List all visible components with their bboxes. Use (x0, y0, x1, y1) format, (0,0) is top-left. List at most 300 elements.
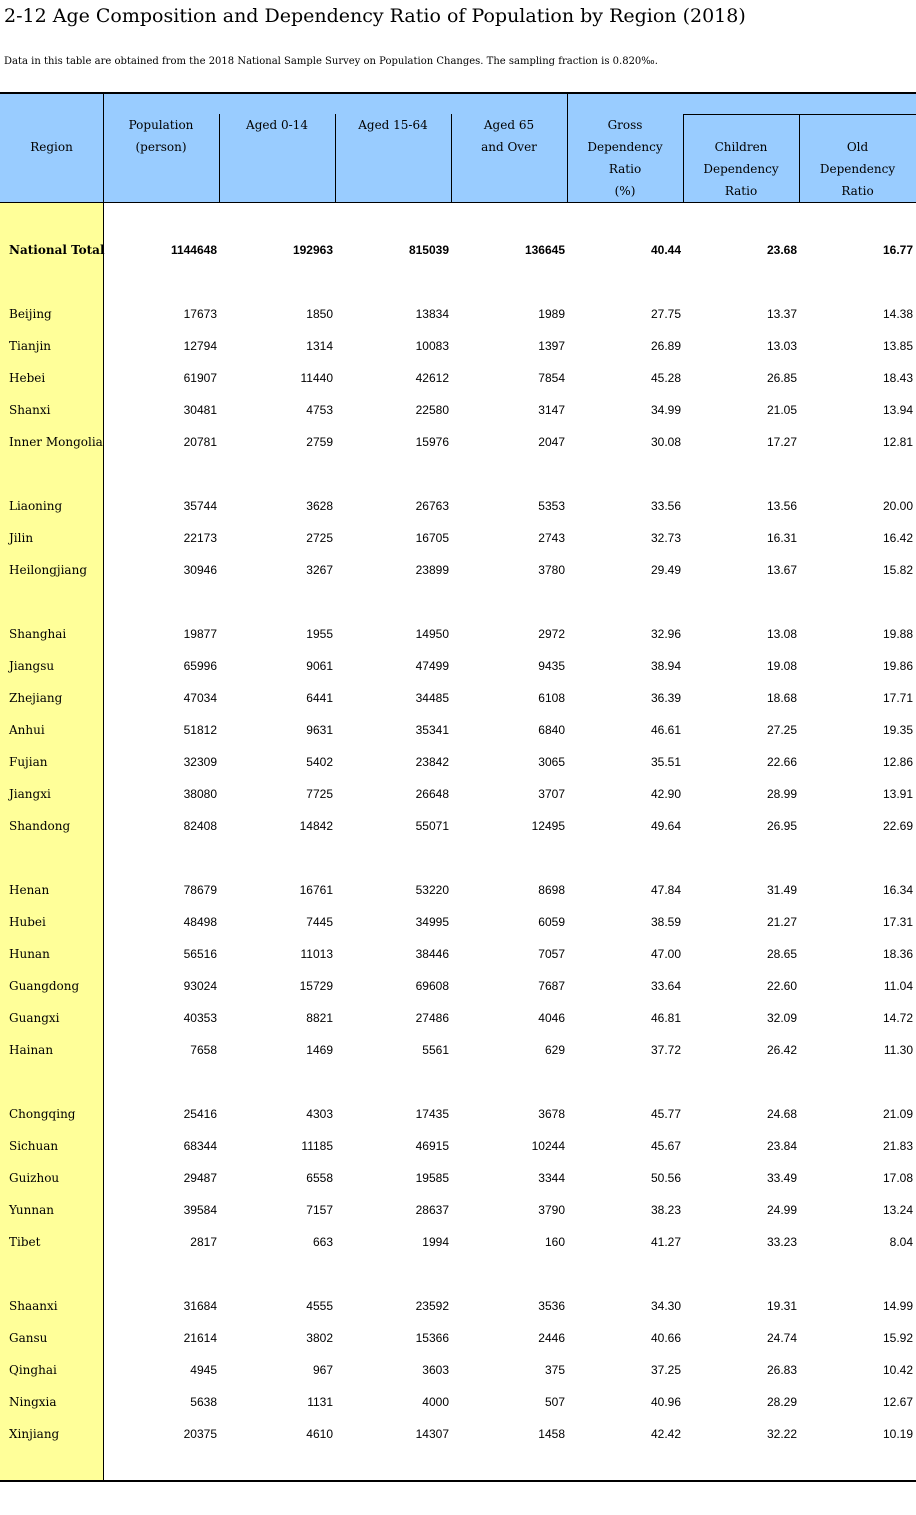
header-region-text: Region (30, 140, 73, 154)
region-name: Yunnan (9, 1203, 54, 1217)
region-name: Shandong (9, 819, 71, 833)
region-column-background (0, 202, 103, 1482)
cell-value: 19.86 (882, 659, 913, 673)
cell-value: 2047 (538, 435, 565, 449)
cell-value: 15976 (415, 435, 449, 449)
cell-value: 17435 (415, 1107, 449, 1121)
region-name: Shaanxi (9, 1299, 58, 1313)
cell-value: 4610 (306, 1427, 333, 1441)
header-children-dependency (683, 136, 799, 202)
header-population-line: Population (128, 118, 194, 132)
region-name: Qinghai (9, 1363, 57, 1377)
cell-value: 18.68 (766, 691, 797, 705)
region-name: Guangdong (9, 979, 80, 993)
cell-value: 15.82 (882, 563, 913, 577)
cell-value: 12.67 (882, 1395, 913, 1409)
cell-value: 21.05 (766, 403, 797, 417)
cell-value: 14307 (415, 1427, 449, 1441)
source-note: Data in this table are obtained from the 2018 National Sample Survey on Population Changes. The sampling fraction is 0.820‰. (4, 56, 658, 67)
cell-value: 6108 (538, 691, 565, 705)
cell-value: 16.34 (882, 883, 913, 897)
cell-value: 5402 (306, 755, 333, 769)
cell-value: 7057 (538, 947, 565, 961)
cell-value: 46.61 (650, 723, 681, 737)
cell-value: 9631 (306, 723, 333, 737)
cell-value: 31684 (183, 1299, 217, 1313)
cell-value: 3603 (422, 1363, 449, 1377)
cell-value: 2446 (538, 1331, 565, 1345)
table-row (0, 431, 916, 453)
header-aged-15-64-text: Aged 15-64 (358, 118, 428, 132)
cell-value: 12.86 (882, 755, 913, 769)
header-children-line: Children (714, 140, 768, 154)
cell-value: 27.25 (766, 723, 797, 737)
cell-value: 10.42 (882, 1363, 913, 1377)
cell-value: 6840 (538, 723, 565, 737)
cell-value: 13.67 (766, 563, 797, 577)
cell-value: 7854 (538, 371, 565, 385)
cell-value: 20.00 (882, 499, 913, 513)
cell-value: 5353 (538, 499, 565, 513)
cell-value: 34.30 (650, 1299, 681, 1313)
cell-value: 7658 (190, 1043, 217, 1057)
cell-value: 26.85 (766, 371, 797, 385)
cell-value: 11013 (300, 947, 333, 961)
cell-value: 22.66 (766, 755, 797, 769)
header-aged-0-14 (219, 114, 335, 136)
cell-value: 3707 (538, 787, 565, 801)
region-name: Jilin (9, 531, 34, 545)
cell-value: 50.56 (650, 1171, 681, 1185)
cell-value: 30.08 (650, 435, 681, 449)
cell-value: 49.64 (650, 819, 681, 833)
cell-value: 32.73 (650, 531, 681, 545)
cell-value: 40353 (183, 1011, 217, 1025)
region-name: Heilongjiang (9, 563, 87, 577)
table-row (0, 1327, 916, 1349)
cell-value: 15366 (415, 1331, 449, 1345)
table-row (0, 1359, 916, 1381)
table-row (0, 1423, 916, 1445)
cell-value: 3147 (538, 403, 565, 417)
population-table (0, 92, 916, 1482)
cell-value: 1397 (538, 339, 565, 353)
table-row (0, 687, 916, 709)
cell-value: 42612 (415, 371, 449, 385)
cell-value: 17.71 (882, 691, 913, 705)
header-population (103, 114, 219, 158)
cell-value: 12.81 (882, 435, 913, 449)
cell-value: 24.99 (766, 1203, 797, 1217)
cell-value: 1144648 (170, 243, 217, 257)
cell-value: 2759 (306, 435, 333, 449)
cell-value: 1850 (306, 307, 333, 321)
cell-value: 3790 (538, 1203, 565, 1217)
table-row (0, 239, 916, 261)
cell-value: 21.83 (882, 1139, 913, 1153)
cell-value: 28637 (415, 1203, 449, 1217)
cell-value: 14842 (299, 819, 333, 833)
table-row (0, 1199, 916, 1221)
cell-value: 65996 (183, 659, 217, 673)
cell-value: 25416 (183, 1107, 217, 1121)
header-old-line: Dependency (819, 162, 896, 176)
cell-value: 3267 (306, 563, 333, 577)
header-aged-65-over (451, 114, 567, 158)
cell-value: 30946 (183, 563, 217, 577)
region-name: Sichuan (9, 1139, 59, 1153)
cell-value: 23.84 (766, 1139, 797, 1153)
cell-value: 15729 (299, 979, 333, 993)
cell-value: 46.81 (650, 1011, 681, 1025)
region-name: Shanxi (9, 403, 51, 417)
table-row (0, 943, 916, 965)
cell-value: 27.75 (650, 307, 681, 321)
cell-value: 55071 (415, 819, 449, 833)
cell-value: 34485 (415, 691, 449, 705)
region-name: Hunan (9, 947, 50, 961)
cell-value: 19.31 (766, 1299, 797, 1313)
cell-value: 6059 (538, 915, 565, 929)
table-row (0, 527, 916, 549)
region-name: Jiangsu (9, 659, 55, 673)
cell-value: 11185 (301, 1139, 333, 1153)
cell-value: 19585 (415, 1171, 449, 1185)
table-row (0, 655, 916, 677)
cell-value: 26.95 (766, 819, 797, 833)
cell-value: 38080 (183, 787, 217, 801)
cell-value: 13.94 (882, 403, 913, 417)
region-name: Hebei (9, 371, 46, 385)
cell-value: 16.42 (882, 531, 913, 545)
cell-value: 26.83 (766, 1363, 797, 1377)
cell-value: 1131 (307, 1395, 333, 1409)
cell-value: 19.35 (882, 723, 913, 737)
cell-value: 32.96 (650, 627, 681, 641)
region-name: Zhejiang (9, 691, 63, 705)
cell-value: 17.27 (766, 435, 797, 449)
cell-value: 3344 (538, 1171, 565, 1185)
header-aged-65-line: and Over (481, 140, 537, 154)
cell-value: 8821 (306, 1011, 333, 1025)
cell-value: 3678 (538, 1107, 565, 1121)
cell-value: 507 (544, 1395, 565, 1409)
table-bottom-rule (0, 1480, 916, 1482)
region-name: Liaoning (9, 499, 63, 513)
header-gross-line: Ratio (608, 162, 642, 176)
cell-value: 82408 (183, 819, 217, 833)
cell-value: 30481 (183, 403, 217, 417)
cell-value: 51812 (183, 723, 217, 737)
cell-value: 40.96 (650, 1395, 681, 1409)
cell-value: 160 (544, 1235, 565, 1249)
cell-value: 663 (312, 1235, 333, 1249)
cell-value: 19877 (183, 627, 217, 641)
table-row (0, 975, 916, 997)
cell-value: 23.68 (766, 243, 797, 257)
cell-value: 3802 (306, 1331, 333, 1345)
cell-value: 14950 (415, 627, 449, 641)
cell-value: 14.99 (882, 1299, 913, 1313)
cell-value: 38.59 (650, 915, 681, 929)
cell-value: 1994 (422, 1235, 449, 1249)
table-row (0, 1135, 916, 1157)
cell-value: 33.56 (650, 499, 681, 513)
cell-value: 45.67 (650, 1139, 681, 1153)
region-name: Xinjiang (9, 1427, 60, 1441)
cell-value: 4046 (538, 1011, 565, 1025)
cell-value: 41.27 (650, 1235, 681, 1249)
cell-value: 17.31 (882, 915, 913, 929)
cell-value: 7687 (538, 979, 565, 993)
region-name: Hainan (9, 1043, 54, 1057)
cell-value: 13.03 (766, 339, 797, 353)
cell-value: 37.72 (650, 1043, 681, 1057)
cell-value: 17.08 (882, 1171, 913, 1185)
region-name: Guangxi (9, 1011, 60, 1025)
cell-value: 12794 (183, 339, 217, 353)
cell-value: 967 (312, 1363, 333, 1377)
cell-value: 68344 (183, 1139, 217, 1153)
region-name: Gansu (9, 1331, 48, 1345)
cell-value: 10.19 (882, 1427, 913, 1441)
header-region (0, 136, 103, 158)
cell-value: 6441 (306, 691, 333, 705)
cell-value: 36.39 (650, 691, 681, 705)
cell-value: 629 (544, 1043, 565, 1057)
cell-value: 24.74 (766, 1331, 797, 1345)
cell-value: 7445 (306, 915, 333, 929)
cell-value: 33.49 (766, 1171, 797, 1185)
cell-value: 23899 (415, 563, 449, 577)
cell-value: 11.04 (883, 979, 913, 993)
cell-value: 33.64 (650, 979, 681, 993)
cell-value: 8.04 (889, 1235, 913, 1249)
region-name: Chongqing (9, 1107, 76, 1121)
header-population-line: (person) (135, 140, 187, 154)
cell-value: 32309 (183, 755, 217, 769)
table-row (0, 1167, 916, 1189)
cell-value: 34995 (415, 915, 449, 929)
table-row (0, 1039, 916, 1061)
table-row (0, 495, 916, 517)
table-row (0, 1007, 916, 1029)
cell-value: 1469 (306, 1043, 333, 1057)
header-aged-15-64 (335, 114, 451, 136)
header-aged-0-14-text: Aged 0-14 (246, 118, 308, 132)
cell-value: 22.60 (766, 979, 797, 993)
cell-value: 38.23 (650, 1203, 681, 1217)
cell-value: 33.23 (766, 1235, 797, 1249)
header-sub-rule (684, 114, 916, 115)
cell-value: 26763 (415, 499, 449, 513)
cell-value: 16761 (299, 883, 333, 897)
cell-value: 4000 (422, 1395, 449, 1409)
cell-value: 21.27 (766, 915, 797, 929)
cell-value: 4555 (306, 1299, 333, 1313)
cell-value: 47034 (183, 691, 217, 705)
cell-value: 20781 (183, 435, 217, 449)
cell-value: 28.29 (766, 1395, 797, 1409)
cell-value: 35744 (183, 499, 217, 513)
cell-value: 2817 (190, 1235, 217, 1249)
cell-value: 136645 (524, 243, 565, 257)
cell-value: 7157 (306, 1203, 333, 1217)
cell-value: 13.85 (882, 339, 913, 353)
cell-value: 26.42 (766, 1043, 797, 1057)
cell-value: 11440 (300, 371, 333, 385)
cell-value: 4945 (190, 1363, 217, 1377)
header-old-line: Ratio (841, 184, 874, 198)
cell-value: 2743 (538, 531, 565, 545)
cell-value: 1955 (306, 627, 333, 641)
table-row (0, 1295, 916, 1317)
cell-value: 16705 (415, 531, 449, 545)
cell-value: 17673 (183, 307, 217, 321)
header-gross-line: Gross (607, 118, 643, 132)
cell-value: 29.49 (650, 563, 681, 577)
cell-value: 40.44 (650, 243, 681, 257)
cell-value: 13.37 (766, 307, 797, 321)
cell-value: 3065 (538, 755, 565, 769)
cell-value: 93024 (183, 979, 217, 993)
cell-value: 375 (544, 1363, 565, 1377)
cell-value: 69608 (415, 979, 449, 993)
region-name: Beijing (9, 307, 52, 321)
table-row (0, 367, 916, 389)
cell-value: 10244 (531, 1139, 565, 1153)
cell-value: 26.89 (650, 339, 681, 353)
cell-value: 61907 (183, 371, 217, 385)
table-row (0, 559, 916, 581)
region-name: Ningxia (9, 1395, 57, 1409)
cell-value: 4303 (306, 1107, 333, 1121)
cell-value: 22580 (415, 403, 449, 417)
table-row (0, 1231, 916, 1253)
cell-value: 9435 (538, 659, 565, 673)
header-old-line: Old (846, 140, 869, 154)
header-gross-line: (%) (614, 184, 636, 198)
cell-value: 47.00 (650, 947, 681, 961)
cell-value: 29487 (183, 1171, 217, 1185)
cell-value: 13.91 (882, 787, 913, 801)
cell-value: 14.72 (882, 1011, 913, 1025)
cell-value: 32.22 (766, 1427, 797, 1441)
region-name: Tibet (9, 1235, 41, 1249)
table-row (0, 303, 916, 325)
page-title: 2-12 Age Composition and Dependency Ratio of Population by Region (2018) (4, 5, 746, 27)
cell-value: 47.84 (650, 883, 681, 897)
cell-value: 6558 (306, 1171, 333, 1185)
cell-value: 14.38 (882, 307, 913, 321)
table-row (0, 815, 916, 837)
cell-value: 28.65 (766, 947, 797, 961)
header-gross-line: Dependency (587, 140, 663, 154)
cell-value: 48498 (183, 915, 217, 929)
region-name: Guizhou (9, 1171, 60, 1185)
cell-value: 24.68 (766, 1107, 797, 1121)
cell-value: 34.99 (650, 403, 681, 417)
table-row (0, 623, 916, 645)
header-children-line: Dependency (703, 162, 779, 176)
cell-value: 47499 (415, 659, 449, 673)
cell-value: 11.30 (883, 1043, 913, 1057)
cell-value: 815039 (408, 243, 449, 257)
cell-value: 42.90 (650, 787, 681, 801)
cell-value: 27486 (415, 1011, 449, 1025)
header-top-rule (0, 92, 916, 94)
cell-value: 9061 (306, 659, 333, 673)
cell-value: 23592 (415, 1299, 449, 1313)
cell-value: 4753 (306, 403, 333, 417)
cell-value: 3628 (306, 499, 333, 513)
table-row (0, 1391, 916, 1413)
table-row (0, 751, 916, 773)
region-name: Henan (9, 883, 50, 897)
table-row (0, 911, 916, 933)
cell-value: 16.77 (882, 243, 913, 257)
cell-value: 1989 (538, 307, 565, 321)
region-name: Tianjin (9, 339, 52, 353)
cell-value: 22173 (183, 531, 217, 545)
cell-value: 19.08 (766, 659, 797, 673)
cell-value: 3536 (538, 1299, 565, 1313)
cell-value: 13.56 (766, 499, 797, 513)
cell-value: 1314 (306, 339, 333, 353)
cell-value: 10083 (415, 339, 449, 353)
header-aged-65-line: Aged 65 (483, 118, 535, 132)
region-name: National Total (9, 243, 105, 257)
cell-value: 1458 (538, 1427, 565, 1441)
cell-value: 12495 (531, 819, 565, 833)
cell-value: 53220 (415, 883, 449, 897)
cell-value: 42.42 (650, 1427, 681, 1441)
cell-value: 45.77 (650, 1107, 681, 1121)
header-old-dependency (799, 136, 916, 202)
table-row (0, 1103, 916, 1125)
cell-value: 22.69 (882, 819, 913, 833)
table-row (0, 879, 916, 901)
cell-value: 37.25 (650, 1363, 681, 1377)
cell-value: 35.51 (650, 755, 681, 769)
cell-value: 18.36 (882, 947, 913, 961)
cell-value: 5638 (190, 1395, 217, 1409)
cell-value: 56516 (183, 947, 217, 961)
region-name: Inner Mongolia (9, 435, 103, 449)
cell-value: 31.49 (766, 883, 797, 897)
cell-value: 21.09 (882, 1107, 913, 1121)
cell-value: 13.08 (766, 627, 797, 641)
cell-value: 23842 (415, 755, 449, 769)
header-children-line: Ratio (724, 184, 758, 198)
region-name: Anhui (9, 723, 45, 737)
cell-value: 40.66 (650, 1331, 681, 1345)
cell-value: 20375 (183, 1427, 217, 1441)
cell-value: 39584 (183, 1203, 217, 1217)
region-name: Hubei (9, 915, 46, 929)
region-name: Fujian (9, 755, 48, 769)
cell-value: 16.31 (766, 531, 797, 545)
cell-value: 78679 (183, 883, 217, 897)
cell-value: 38.94 (650, 659, 681, 673)
cell-value: 5561 (422, 1043, 449, 1057)
cell-value: 19.88 (882, 627, 913, 641)
table-row (0, 719, 916, 741)
cell-value: 18.43 (882, 371, 913, 385)
cell-value: 32.09 (766, 1011, 797, 1025)
cell-value: 38446 (415, 947, 449, 961)
cell-value: 192963 (292, 243, 333, 257)
